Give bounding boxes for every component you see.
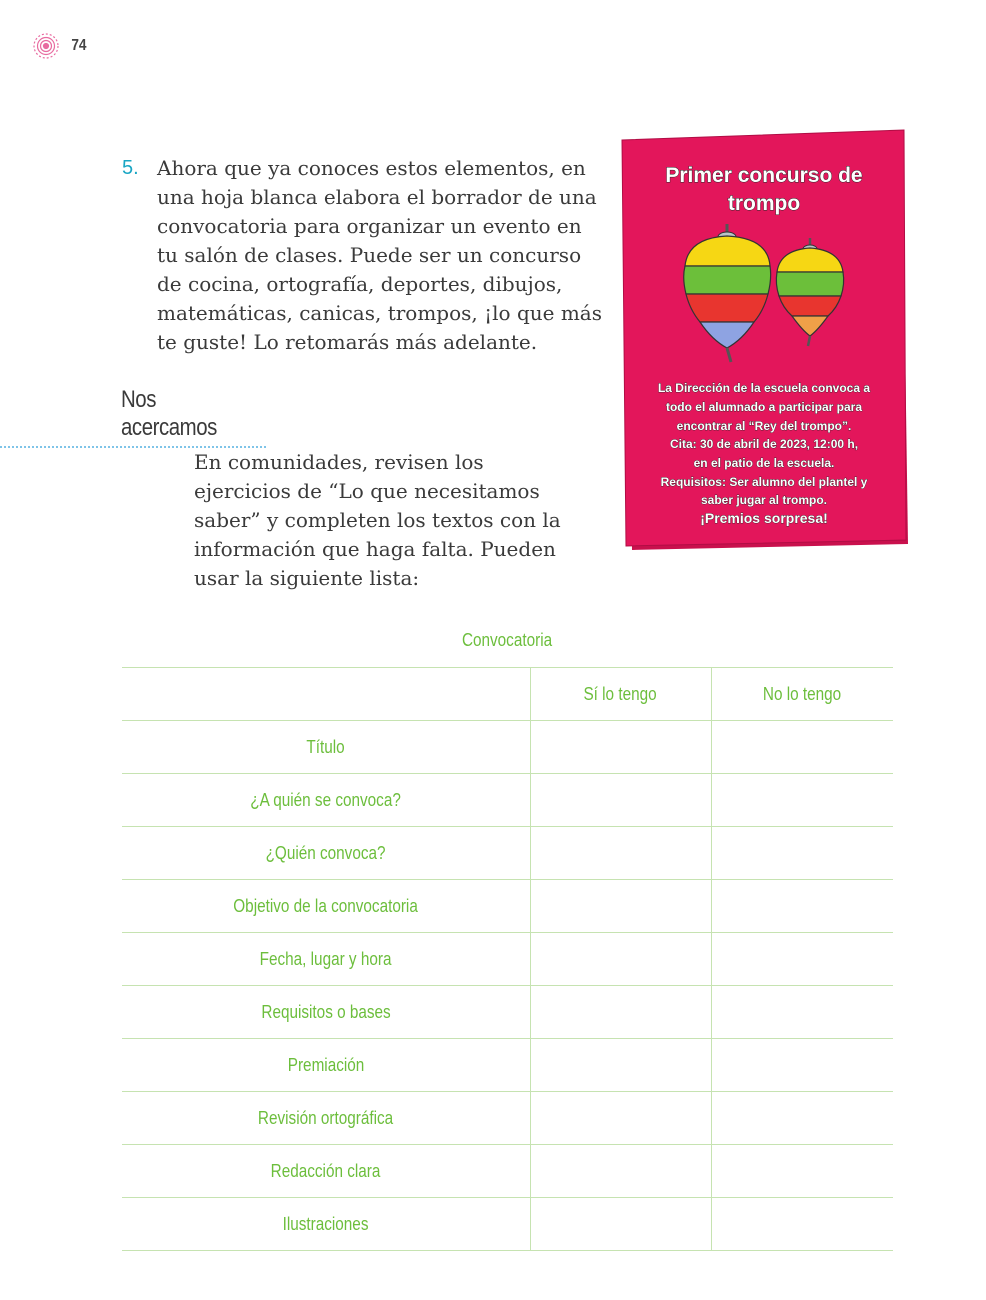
contest-poster <box>618 126 910 554</box>
table-row <box>122 721 893 774</box>
check-cell-no[interactable] <box>711 880 893 933</box>
table-row <box>122 827 893 880</box>
table-header-no: No lo tengo <box>711 668 893 721</box>
check-cell-si[interactable] <box>530 827 711 880</box>
check-cell-si[interactable] <box>530 986 711 1039</box>
check-cell-si[interactable] <box>530 1039 711 1092</box>
table-header-empty <box>122 668 530 721</box>
poster-text-line: ¡Premios sorpresa! <box>700 510 828 526</box>
check-cell-no[interactable] <box>711 827 893 880</box>
table-row <box>122 933 893 986</box>
table-header-row <box>122 668 893 721</box>
row-label: Revisión ortográfica <box>122 1092 530 1145</box>
poster-text-line: Requisitos: Ser alumno del plantel y <box>660 475 868 489</box>
check-cell-si[interactable] <box>530 880 711 933</box>
mandala-icon <box>32 32 60 60</box>
row-label: Título <box>122 721 530 774</box>
row-label: ¿A quién se convoca? <box>122 774 530 827</box>
check-cell-si[interactable] <box>530 1092 711 1145</box>
table-row <box>122 880 893 933</box>
table-row <box>122 1039 893 1092</box>
check-cell-no[interactable] <box>711 721 893 774</box>
section-title: Nos acercamos <box>0 386 266 448</box>
check-cell-si[interactable] <box>530 1145 711 1198</box>
poster-text-line: La Dirección de la escuela convoca a <box>657 381 871 395</box>
activity-5 <box>122 154 602 357</box>
check-cell-no[interactable] <box>711 933 893 986</box>
checklist-table <box>122 667 893 1251</box>
table-row <box>122 986 893 1039</box>
check-cell-no[interactable] <box>711 1198 893 1251</box>
check-cell-si[interactable] <box>530 1198 711 1251</box>
poster-text-line: encontrar al “Rey del trompo”. <box>676 419 852 433</box>
table-row <box>122 1145 893 1198</box>
row-label: ¿Quién convoca? <box>122 827 530 880</box>
row-label: Redacción clara <box>122 1145 530 1198</box>
instructions-text: En comunidades, revisen los ejercicios de “Lo que necesitamos saber” y completen los textos con la información que haga falta. Pueden usar la siguiente lista: <box>194 450 561 590</box>
check-cell-no[interactable] <box>711 986 893 1039</box>
table-header-si: Sí lo tengo <box>530 668 711 721</box>
table-row <box>122 774 893 827</box>
poster-text-line: en el patio de la escuela. <box>693 456 835 470</box>
poster-text-line: saber jugar al trompo. <box>700 493 828 507</box>
poster-text-line: todo el alumnado a participar para <box>665 400 863 414</box>
row-label: Premiación <box>122 1039 530 1092</box>
table-row <box>122 1198 893 1251</box>
check-cell-si[interactable] <box>530 721 711 774</box>
row-label: Objetivo de la convocatoria <box>122 880 530 933</box>
row-label: Requisitos o bases <box>122 986 530 1039</box>
table-caption: Convocatoria <box>461 630 553 650</box>
activity-text: Ahora que ya conoces estos elementos, en una hoja blanca elabora el borrador de una convocatoria para organizar un evento en tu salón de clases. Puede ser un concurso de cocina, ortografía, deportes, dibujos, matemáticas, canicas, trompos, ¡lo que más te guste! Lo retomarás más adelante. <box>157 156 602 354</box>
page-number: 74 <box>71 37 87 54</box>
poster-title-line2: trompo <box>727 192 801 215</box>
check-cell-no[interactable] <box>711 1145 893 1198</box>
activity-number: 5. <box>122 157 139 179</box>
poster-text-line: Cita: 30 de abril de 2023, 12:00 h, <box>669 437 859 451</box>
poster-title-line1: Primer concurso de <box>665 164 863 187</box>
check-cell-si[interactable] <box>530 774 711 827</box>
check-cell-si[interactable] <box>530 933 711 986</box>
page-header <box>32 32 88 60</box>
row-label: Fecha, lugar y hora <box>122 933 530 986</box>
check-cell-no[interactable] <box>711 1039 893 1092</box>
row-label: Ilustraciones <box>122 1198 530 1251</box>
check-cell-no[interactable] <box>711 774 893 827</box>
table-row <box>122 1092 893 1145</box>
check-cell-no[interactable] <box>711 1092 893 1145</box>
